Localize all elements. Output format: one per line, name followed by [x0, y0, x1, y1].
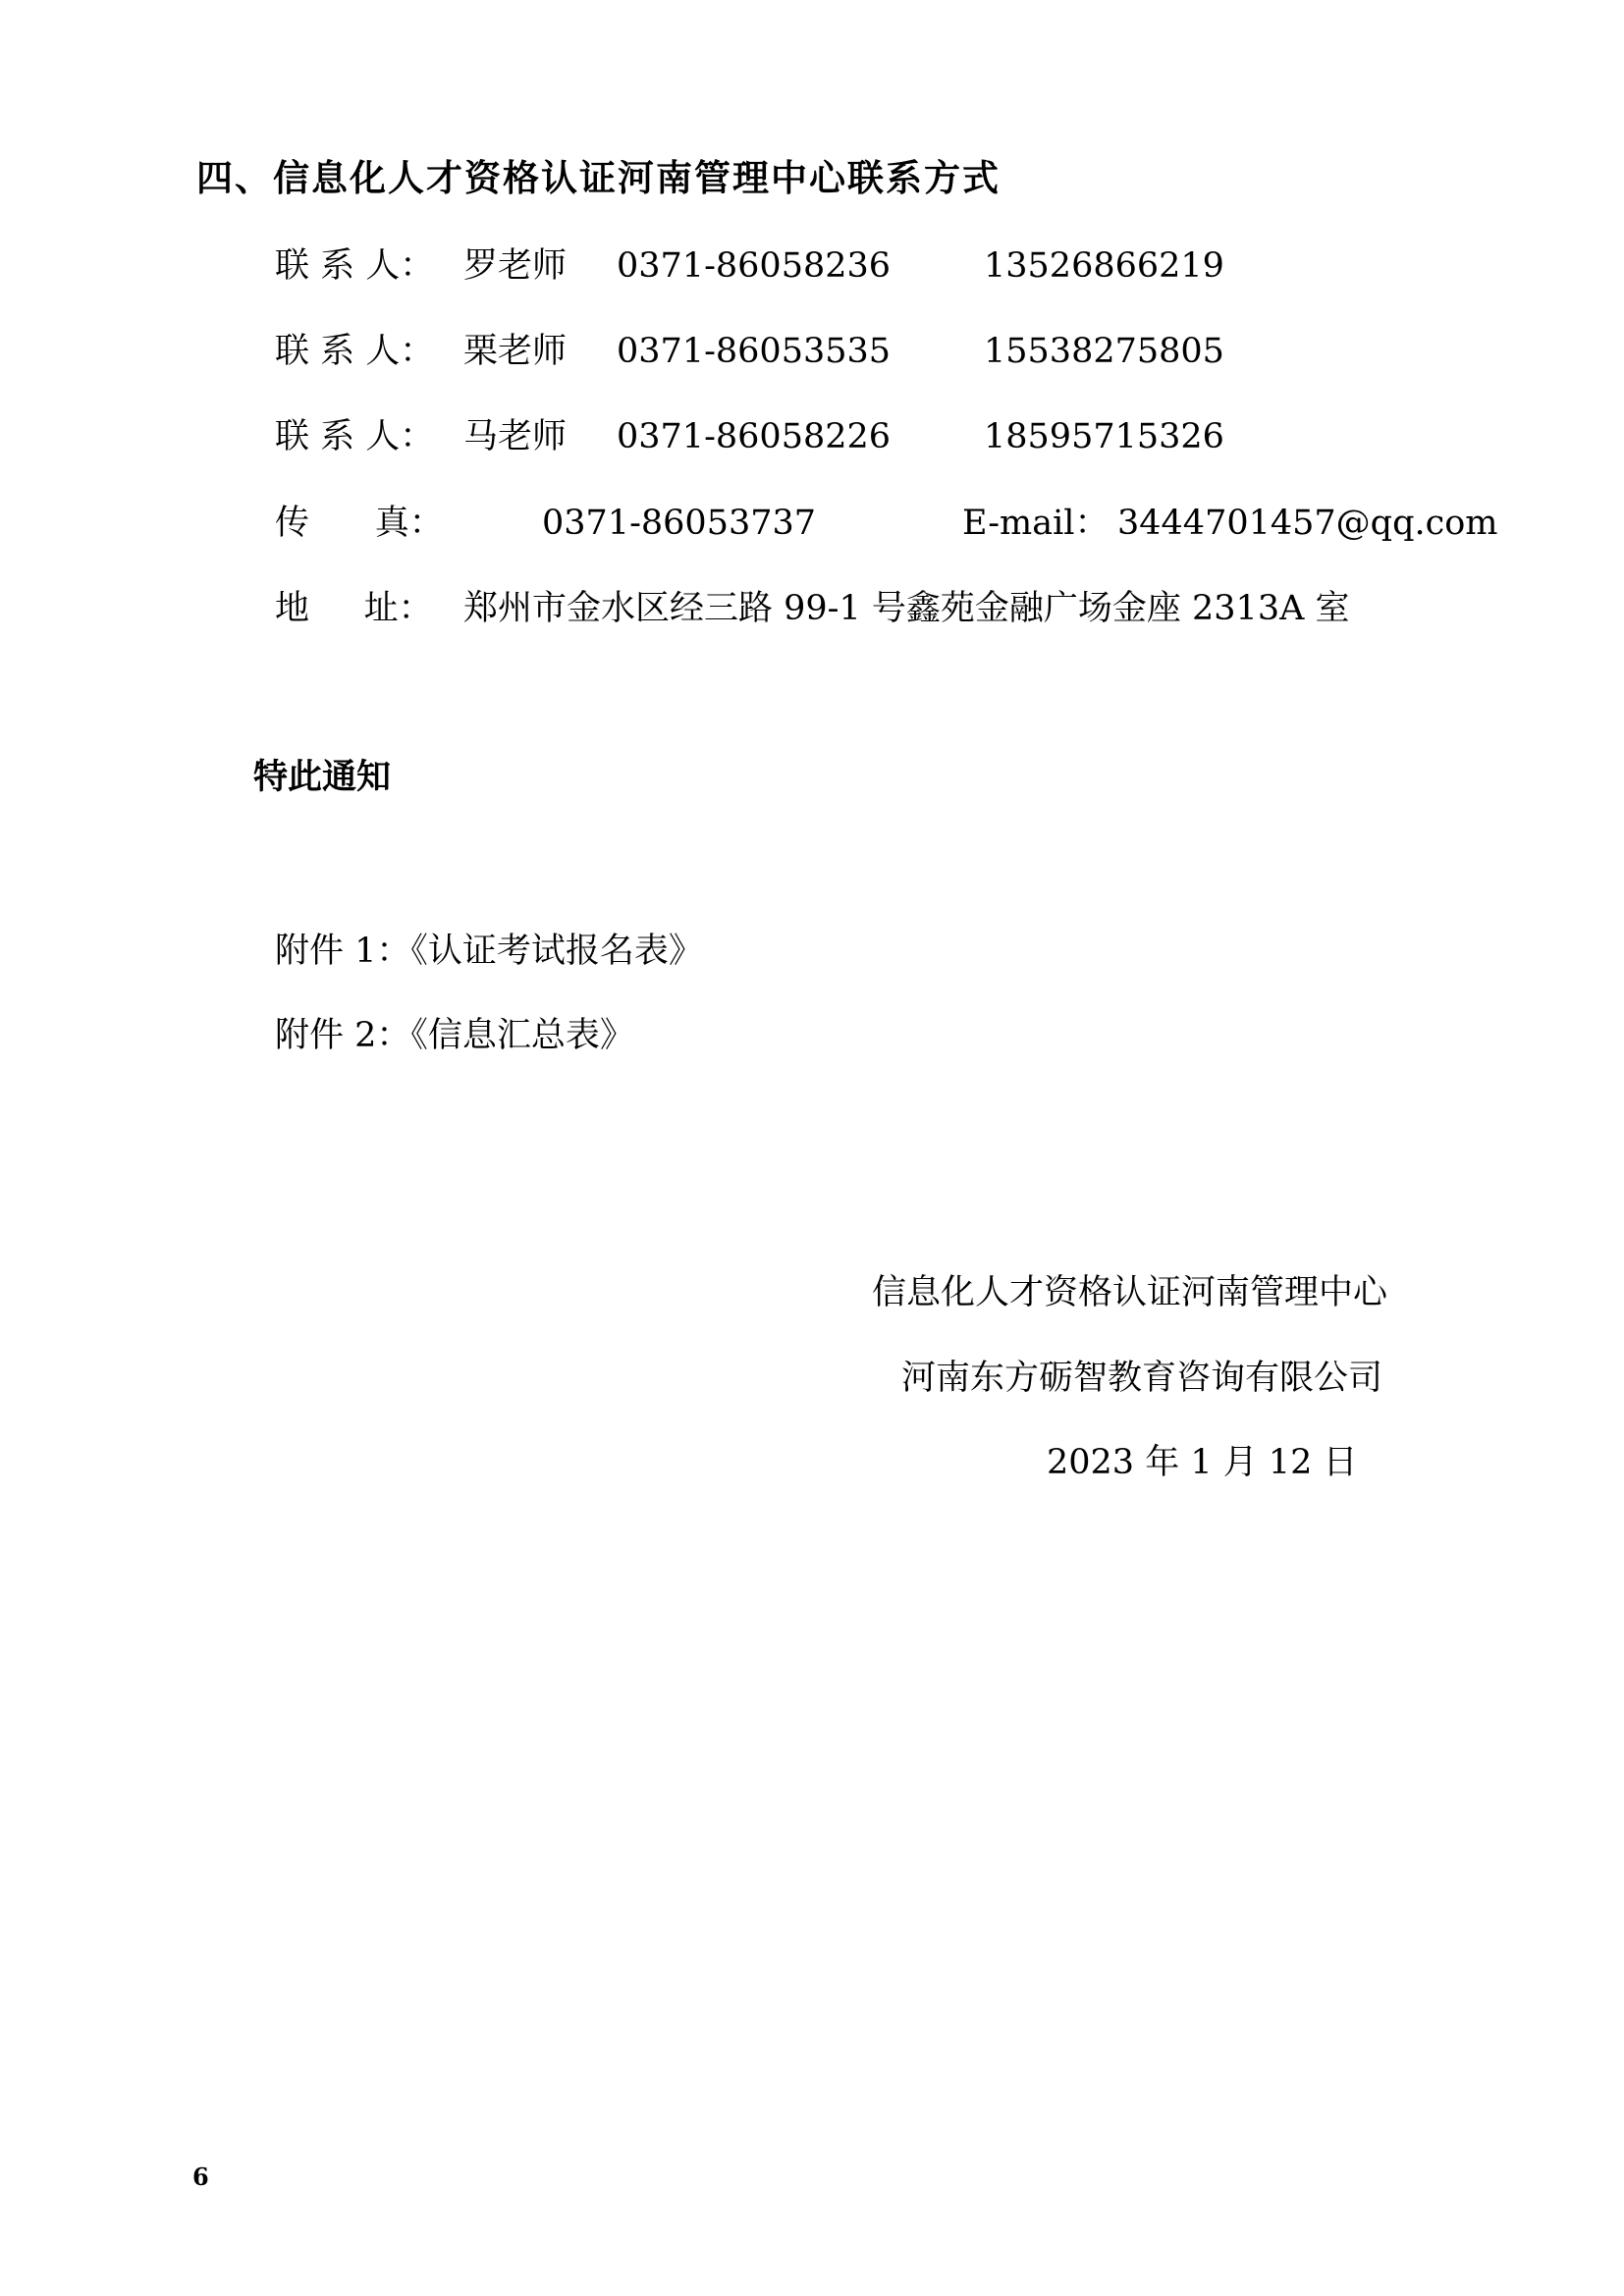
- fax-value: 0371-86053737: [542, 504, 817, 543]
- contact-phone: 0371-86058226: [617, 417, 892, 456]
- signature-date: 2023 年 1 月 12 日: [1047, 1443, 1358, 1482]
- attachment-label: 附件 2：: [275, 1016, 411, 1055]
- fax-label: 传 真：: [275, 504, 444, 543]
- section-heading: 四、信息化人才资格认证河南管理中心联系方式: [196, 156, 1001, 199]
- contact-name: 栗老师: [463, 332, 568, 371]
- contact-mobile: 18595715326: [984, 417, 1224, 456]
- email-label: E-mail：: [962, 504, 1110, 543]
- address-label: 地 址：: [275, 589, 433, 628]
- contact-phone: 0371-86058236: [617, 246, 892, 286]
- attachment-item: [275, 1016, 634, 1055]
- notice-text: 特此通知: [253, 757, 392, 797]
- signature-org-1: 信息化人才资格认证河南管理中心: [872, 1273, 1388, 1312]
- attachment-label: 附件 1：: [275, 932, 411, 971]
- contact-label: 联 系 人：: [275, 417, 435, 456]
- page-number: 6: [192, 2163, 209, 2191]
- contact-mobile: 13526866219: [984, 246, 1224, 286]
- email-value: 3444701457@qq.com: [1117, 504, 1498, 543]
- signature-org-2: 河南东方砺智教育咨询有限公司: [901, 1359, 1383, 1398]
- contact-mobile: 15538275805: [984, 332, 1224, 371]
- address-value: 郑州市金水区经三路 99-1 号鑫苑金融广场金座 2313A 室: [463, 589, 1350, 628]
- attachment-title: 《信息汇总表》: [410, 1016, 634, 1055]
- contact-label: 联 系 人：: [275, 246, 435, 286]
- contact-name: 罗老师: [463, 246, 568, 286]
- contact-label: 联 系 人：: [275, 332, 435, 371]
- attachment-item: [275, 934, 703, 969]
- contact-name: 马老师: [463, 417, 568, 456]
- attachment-title: 《认证考试报名表》: [410, 932, 703, 971]
- contact-phone: 0371-86053535: [617, 332, 892, 371]
